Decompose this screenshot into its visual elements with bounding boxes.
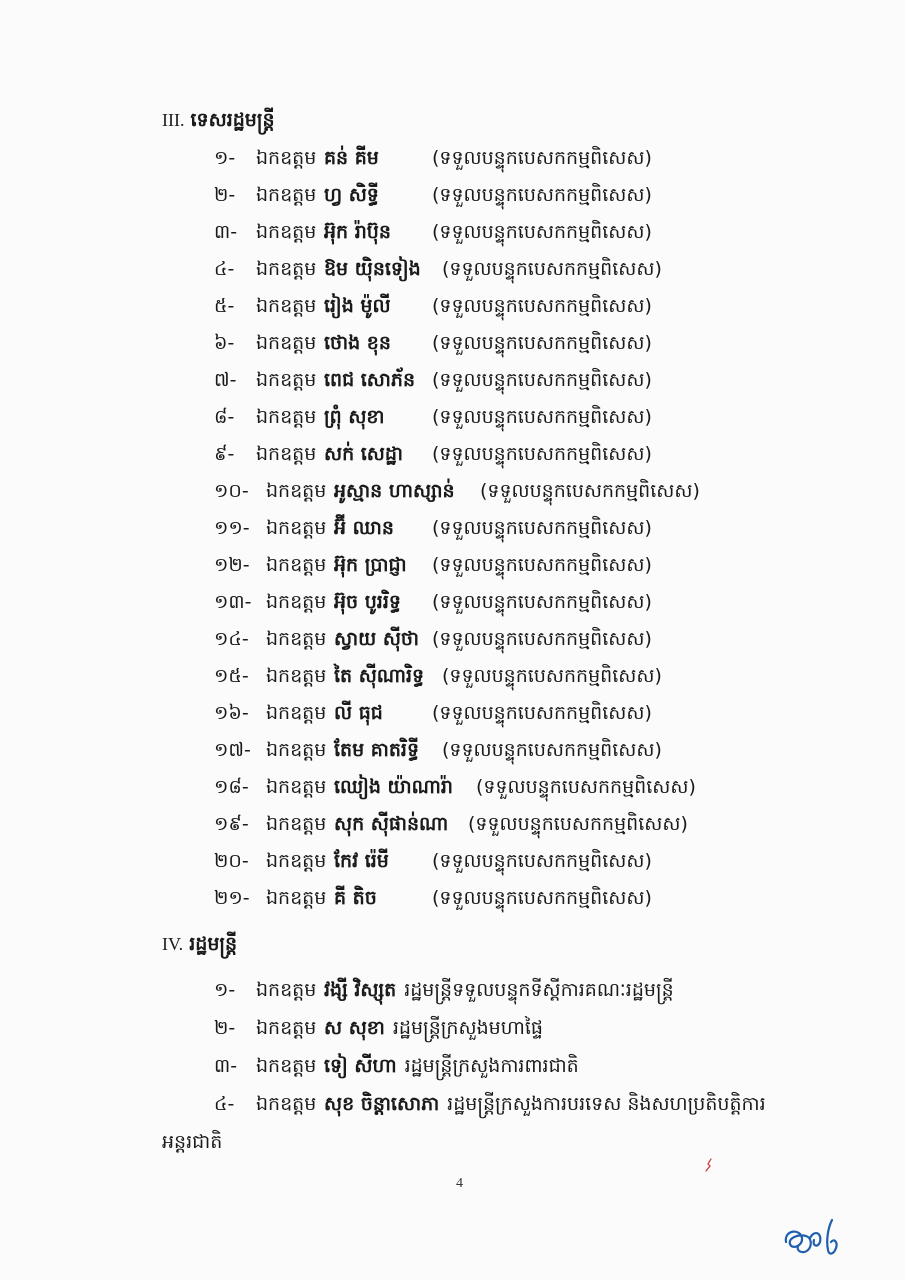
honorific: ឯកឧត្តម — [256, 979, 317, 1001]
person-name: គន់ គីម — [324, 147, 379, 169]
person-name: កែវ រ៉េមី — [334, 850, 389, 872]
role-text: (ទទួលបន្ទុកបេសកកម្មពិសេស) — [476, 776, 696, 798]
item-number: ៩- — [214, 443, 235, 465]
item-number: ៣- — [214, 221, 238, 243]
item-number: ១៥- — [214, 665, 249, 687]
role-text: (ទទួលបន្ទុកបេសកកម្មពិសេស) — [442, 665, 662, 687]
item-number: ១៧- — [214, 739, 251, 761]
role-text: (ទទួលបន្ទុកបេសកកម្មពិសេស) — [432, 147, 652, 169]
item-number: ១៨- — [214, 776, 249, 798]
honorific: ឯកឧត្តម — [256, 443, 317, 465]
honorific: ឯកឧត្តម — [256, 295, 317, 317]
honorific: ឯកឧត្តម — [266, 887, 327, 909]
person-name: សក់ សេដ្ឋា — [324, 443, 403, 465]
item-number: ៤- — [214, 1093, 235, 1115]
honorific: ឯកឧត្តម — [256, 369, 317, 391]
item-number: ៨- — [214, 406, 235, 428]
item-number: ៣- — [214, 1055, 238, 1077]
item-number: ២០- — [214, 850, 249, 872]
honorific: ឯកឧត្តម — [266, 517, 327, 539]
person-name: ទៀ សីហា — [324, 1055, 397, 1077]
item-number: ១៦- — [214, 702, 249, 724]
item-number: ១០- — [214, 480, 249, 502]
person-name: ស្វាយ ស៊ីថា — [334, 628, 420, 650]
role-text: (ទទួលបន្ទុកបេសកកម្មពិសេស) — [432, 184, 652, 206]
role-text: រដ្ឋមន្រ្តីក្រសួងការពារជាតិ — [404, 1055, 579, 1077]
honorific: ឯកឧត្តម — [256, 332, 317, 354]
role-text: (ទទួលបន្ទុកបេសកកម្មពិសេស) — [432, 850, 652, 872]
role-text: (ទទួលបន្ទុកបេសកកម្មពិសេស) — [432, 406, 652, 428]
item-number: ១២- — [214, 554, 250, 576]
role-text: (ទទួលបន្ទុកបេសកកម្មពិសេស) — [480, 480, 700, 502]
role-text: (ទទួលបន្ទុកបេសកកម្មពិសេស) — [432, 702, 652, 724]
role-text: (ទទួលបន្ទុកបេសកកម្មពិសេស) — [432, 221, 652, 243]
person-name: តៃ ស៊ីណារិទ្ធ — [334, 665, 425, 687]
honorific: ឯកឧត្តម — [266, 813, 327, 835]
person-name: អ៊ុក ប្រាជ្ញា — [334, 554, 407, 576]
honorific: ឯកឧត្តម — [266, 665, 327, 687]
item-number: ១- — [214, 979, 236, 1001]
list-item — [214, 978, 674, 1006]
honorific: ឯកឧត្តម — [266, 776, 327, 798]
person-name: ស សុខា — [324, 1017, 385, 1039]
role-text: (ទទួលបន្ទុកបេសកកម្មពិសេស) — [432, 443, 652, 465]
honorific: ឯកឧត្តម — [256, 221, 317, 243]
list-item — [214, 1092, 766, 1120]
item-number: ១១- — [214, 517, 250, 539]
honorific: ឯកឧត្តម — [256, 1093, 317, 1115]
honorific: ឯកឧត្តម — [266, 702, 327, 724]
honorific: ឯកឧត្តម — [256, 258, 317, 280]
list-item — [214, 1054, 579, 1082]
section-number: III. — [162, 110, 185, 130]
role-text: (ទទួលបន្ទុកបេសកកម្មពិសេស) — [432, 332, 652, 354]
honorific: ឯកឧត្តម — [266, 480, 327, 502]
role-text: (ទទួលបន្ទុកបេសកកម្មពិសេស) — [432, 369, 652, 391]
role-text: (ទទួលបន្ទុកបេសកកម្មពិសេស) — [468, 813, 688, 835]
person-name: លី ធុជ — [334, 702, 383, 724]
page-number: 4 — [456, 1176, 463, 1191]
person-name: អ៊ុក រ៉ាប៊ុន — [324, 221, 391, 243]
person-name: រៀង ម៉ូលី — [324, 295, 391, 317]
person-name: គី តិច — [334, 887, 377, 909]
person-name: អ៊ុច បូររិទ្ធ — [334, 591, 401, 613]
honorific: ឯកឧត្តម — [256, 1017, 317, 1039]
person-name: ឈៀង យ៉ាណារ៉ា — [334, 776, 453, 798]
person-name: ឱម យ៉ិនទៀង — [324, 258, 421, 280]
role-text: រដ្ឋមន្រ្តីទទួលបន្ទុកទីស្តីការគណៈរដ្ឋមន្រ្តី — [404, 979, 674, 1001]
role-text-continuation: អន្តរជាតិ — [162, 1131, 223, 1153]
item-number: ៤- — [214, 258, 235, 280]
item-number: ១៩- — [214, 813, 249, 835]
ink-mark — [704, 1158, 714, 1172]
item-number: ២១- — [214, 887, 250, 909]
item-number: ៥- — [214, 295, 235, 317]
honorific: ឯកឧត្តម — [266, 850, 327, 872]
section-heading-cabinet-rank — [162, 108, 275, 136]
section-number: IV. — [162, 934, 184, 954]
person-name: សុក ស៊ីផាន់ណា — [334, 813, 449, 835]
person-name: ព្រុំ សុខា — [324, 406, 385, 428]
honorific: ឯកឧត្តម — [256, 147, 317, 169]
section-title: រដ្ឋមន្រ្តី — [189, 933, 238, 955]
role-text: រដ្ឋមន្រ្តីក្រសួងមហាផ្ទៃ — [392, 1017, 543, 1039]
item-number: ៧- — [214, 369, 237, 391]
handwritten-initials — [782, 1216, 844, 1262]
role-text: (ទទួលបន្ទុកបេសកកម្មពិសេស) — [442, 739, 662, 761]
honorific: ឯកឧត្តម — [266, 554, 327, 576]
item-number: ១- — [214, 147, 236, 169]
person-name: វង្សី វិស្សុត — [324, 979, 397, 1001]
role-text: (ទទួលបន្ទុកបេសកកម្មពិសេស) — [432, 887, 652, 909]
person-name: តែម គាតរិទ្ធី — [334, 739, 420, 761]
honorific: ឯកឧត្តម — [266, 591, 327, 613]
honorific: ឯកឧត្តម — [256, 184, 317, 206]
role-text: (ទទួលបន្ទុកបេសកកម្មពិសេស) — [442, 258, 662, 280]
person-name: អូស្មាន ហាស្សាន់ — [334, 480, 455, 502]
honorific: ឯកឧត្តម — [256, 406, 317, 428]
item-number: ១៣- — [214, 591, 252, 613]
person-name: ថោង ខុន — [324, 332, 391, 354]
honorific: ឯកឧត្តម — [266, 739, 327, 761]
item-number: ២- — [214, 1017, 236, 1039]
honorific: ឯកឧត្តម — [256, 1055, 317, 1077]
role-text: (ទទួលបន្ទុកបេសកកម្មពិសេស) — [432, 517, 652, 539]
person-name: ហ្វ សិទ្ធី — [324, 184, 379, 206]
list-item — [214, 1016, 543, 1044]
item-number: ១៤- — [214, 628, 249, 650]
role-text: (ទទួលបន្ទុកបេសកកម្មពិសេស) — [432, 295, 652, 317]
item-number: ២- — [214, 184, 236, 206]
honorific: ឯកឧត្តម — [266, 628, 327, 650]
person-name: អ៊ី ឈាន — [334, 517, 394, 539]
role-text: (ទទួលបន្ទុកបេសកកម្មពិសេស) — [432, 554, 652, 576]
section-heading-ministers — [162, 932, 237, 960]
section-title: ទេសរដ្ឋមន្រ្តី — [190, 109, 275, 131]
role-text: (ទទួលបន្ទុកបេសកកម្មពិសេស) — [432, 628, 652, 650]
role-text: រដ្ឋមន្រ្តីក្រសួងការបរទេស និងសហប្រតិបត្តិការ — [447, 1093, 766, 1115]
item-number: ៦- — [214, 332, 235, 354]
person-name: សុខ ចិន្តាសោភា — [324, 1093, 440, 1115]
person-name: ពេជ សោភ័ន — [324, 369, 416, 391]
role-text: (ទទួលបន្ទុកបេសកកម្មពិសេស) — [432, 591, 652, 613]
